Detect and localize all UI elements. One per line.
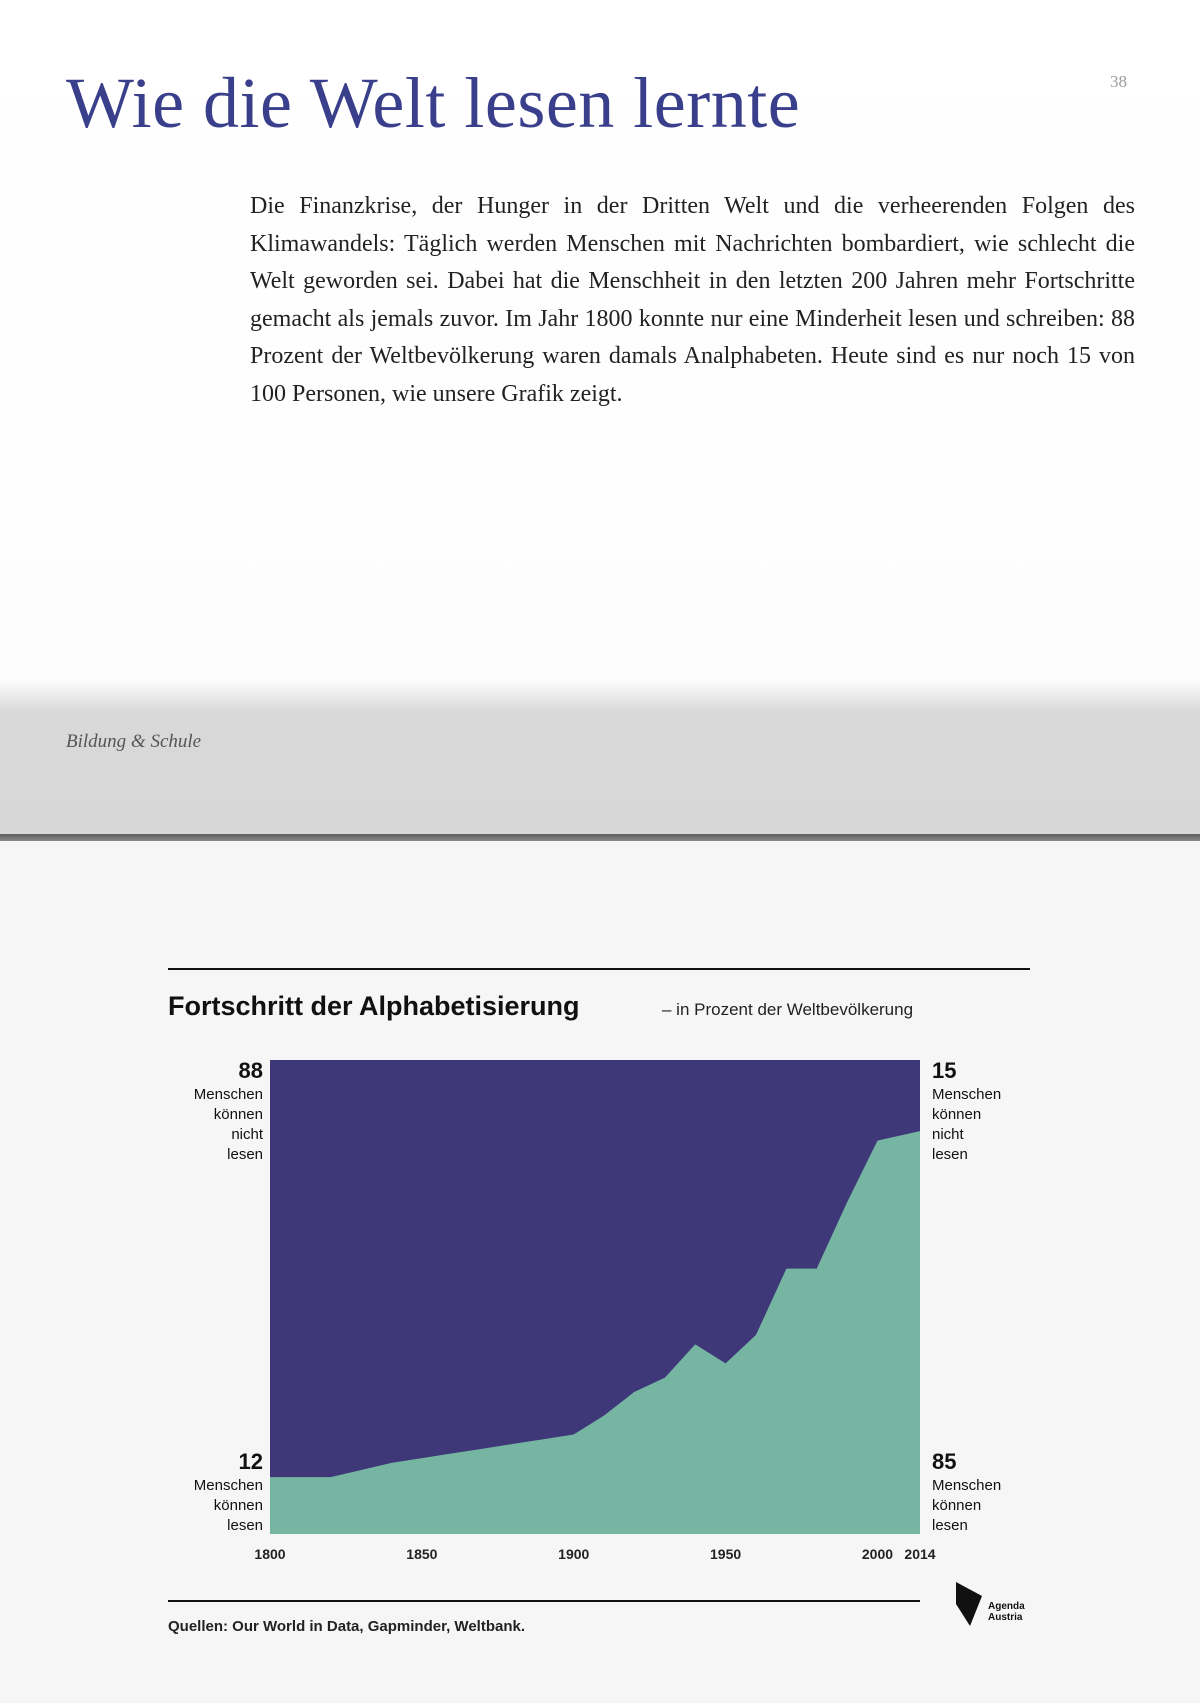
annotation-line: lesen [227,1146,263,1163]
logo-line-2: Austria [988,1612,1023,1623]
annotation-line: nicht [231,1126,263,1143]
annotation-value: 88 [238,1058,263,1083]
intro-paragraph: Die Finanzkrise, der Hunger in der Dritten Welt und die verheerenden Folgen des Klimawandels: Täglich werden Menschen mit Nachrichten bombardiert, wie schlecht die Welt geworden sei. Dabei hat die Menschheit in den letzten 200 Jahren mehr Fortschritte gemacht als jemals zuvor. Im Jahr 1800 konnte nur eine Minderheit lesen und schreiben: 88 Prozent der Weltbevölkerung waren damals Analphabeten. Heute sind es nur noch 15 von 100 Personen, wie unsere Grafik zeigt. [250,193,1135,407]
annotation-line: können [932,1106,982,1123]
chart-subtitle: – in Prozent der Weltbevölkerung [662,1000,914,1019]
annotation-line: Menschen [932,1086,1002,1103]
annotation-right-top [932,1058,1001,1163]
plot-area [270,1060,920,1534]
annotation-left-bottom [194,1449,263,1534]
annotation-value: 12 [238,1449,263,1474]
x-tick-label: 1850 [406,1546,438,1562]
x-tick-label: 1800 [254,1546,286,1562]
annotation-line: können [213,1106,263,1123]
annotation-line: lesen [932,1146,968,1163]
annotation-line: Menschen [193,1477,263,1494]
annotation-value: 85 [932,1449,957,1474]
annotation-line: Menschen [193,1086,263,1103]
x-tick-label: 1900 [558,1546,590,1562]
annotation-line: lesen [932,1517,968,1534]
annotation-line: Menschen [932,1477,1002,1494]
x-tick-label: 1950 [710,1546,742,1562]
logo-line-1: Agenda [988,1601,1025,1612]
annotation-right-bottom [932,1449,1001,1534]
page-title: Wie die Welt lesen lernte [66,63,801,143]
annotation-line: nicht [932,1126,964,1143]
page-number: 38 [1110,72,1127,91]
x-tick-label: 2000 [861,1546,894,1562]
x-axis [254,1546,935,1562]
annotation-value: 15 [932,1058,957,1083]
chart-sources: Quellen: Our World in Data, Gapminder, Weltbank. [168,1618,525,1635]
chart-title: Fortschritt der Alphabetisierung [168,991,580,1021]
section-label: Bildung & Schule [66,731,202,752]
x-tick-label: 2014 [904,1546,936,1562]
annotation-line: lesen [227,1517,263,1534]
annotation-line: können [213,1497,263,1514]
annotation-left-top [194,1058,264,1163]
logo-text [988,1601,1025,1623]
annotation-line: können [932,1497,982,1514]
